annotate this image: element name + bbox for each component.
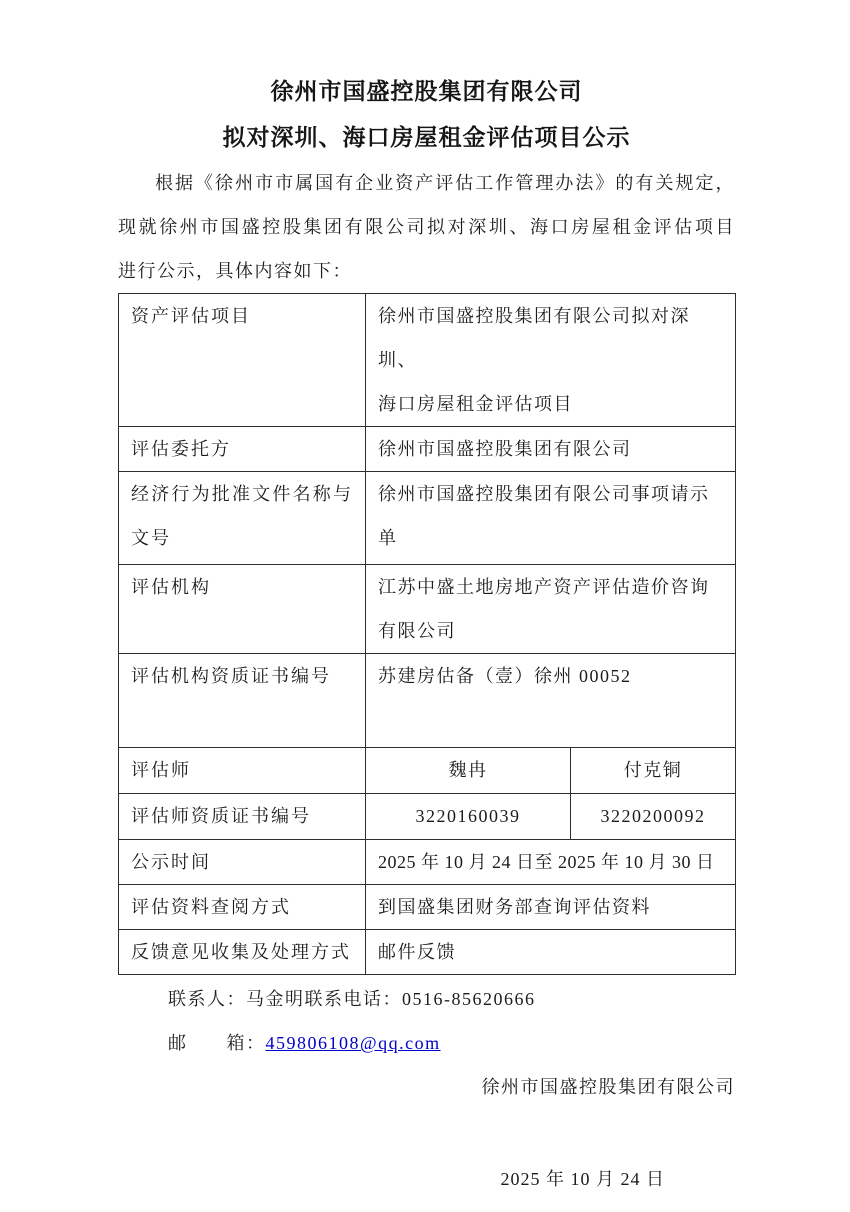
row-label: 公示时间 (119, 840, 366, 885)
email-label: 邮 箱： (168, 1033, 266, 1053)
table-row-material-access (119, 885, 736, 930)
row-value-line: 徐州市国盛控股集团有限公司拟对深圳、 (378, 306, 690, 370)
contact-line: 联系人：马金明联系电话：0516-85620666 (168, 989, 536, 1009)
table-row-appraisers (119, 748, 736, 794)
table-row-publicity-period (119, 840, 736, 885)
table-row-feedback-method (119, 930, 736, 975)
table-row-client (119, 427, 736, 472)
intro-line: 进行公示，具体内容如下： (118, 261, 352, 281)
row-value: 2025 年 10 月 24 日至 2025 年 10 月 30 日 (366, 840, 736, 885)
row-label: 反馈意见收集及处理方式 (119, 930, 366, 975)
document-title-line2: 拟对深圳、海口房屋租金评估项目公示 (222, 124, 631, 150)
table-row-asset-project (119, 294, 736, 427)
row-label: 经济行为批准文件名称与文号 (119, 472, 366, 565)
row-value (366, 565, 736, 654)
row-value-line: 有限公司 (378, 621, 456, 641)
row-value-certificate-2: 3220200092 (571, 794, 736, 840)
row-value-appraiser-2: 付克铜 (571, 748, 736, 794)
company-signature: 徐州市国盛控股集团有限公司 (481, 1077, 735, 1097)
row-label: 评估师 (119, 748, 366, 794)
row-value-appraiser-1: 魏冉 (366, 748, 571, 794)
row-value-line: 江苏中盛土地房地产资产评估造价咨询 (378, 577, 710, 597)
email-link[interactable]: 459806108@qq.com (265, 1033, 441, 1053)
row-label: 评估机构 (119, 565, 366, 654)
email-line (118, 1021, 735, 1065)
table-row-appraiser-certificates (119, 794, 736, 840)
row-value-certificate-1: 3220160039 (366, 794, 571, 840)
intro-line: 现就徐州市国盛控股集团有限公司拟对深圳、海口房屋租金评估项目 (118, 217, 735, 237)
row-value-line: 单 (378, 528, 398, 548)
row-label: 评估委托方 (119, 427, 366, 472)
row-label: 资产评估项目 (119, 294, 366, 427)
row-value-line: 徐州市国盛控股集团有限公司事项请示 (378, 484, 710, 504)
project-info-table (118, 293, 736, 975)
row-value-line: 海口房屋租金评估项目 (378, 394, 573, 414)
row-label: 评估资料查阅方式 (119, 885, 366, 930)
row-value: 苏建房估备（壹）徐州 00052 (366, 654, 736, 748)
row-value: 徐州市国盛控股集团有限公司 (366, 427, 736, 472)
intro-paragraph (118, 161, 735, 293)
row-value (366, 472, 736, 565)
row-value: 邮件反馈 (366, 930, 736, 975)
row-value (366, 294, 736, 427)
table-row-agency-certificate (119, 654, 736, 748)
intro-line: 根据《徐州市市属国有企业资产评估工作管理办法》的有关规定， (155, 173, 735, 193)
row-label: 评估师资质证书编号 (119, 794, 366, 840)
table-row-approval-document (119, 472, 736, 565)
table-row-appraisal-agency (119, 565, 736, 654)
row-value: 到国盛集团财务部查询评估资料 (366, 885, 736, 930)
document-title-line1: 徐州市国盛控股集团有限公司 (270, 78, 583, 104)
document-date: 2025 年 10 月 24 日 (500, 1169, 665, 1189)
row-label: 评估机构资质证书编号 (119, 654, 366, 748)
